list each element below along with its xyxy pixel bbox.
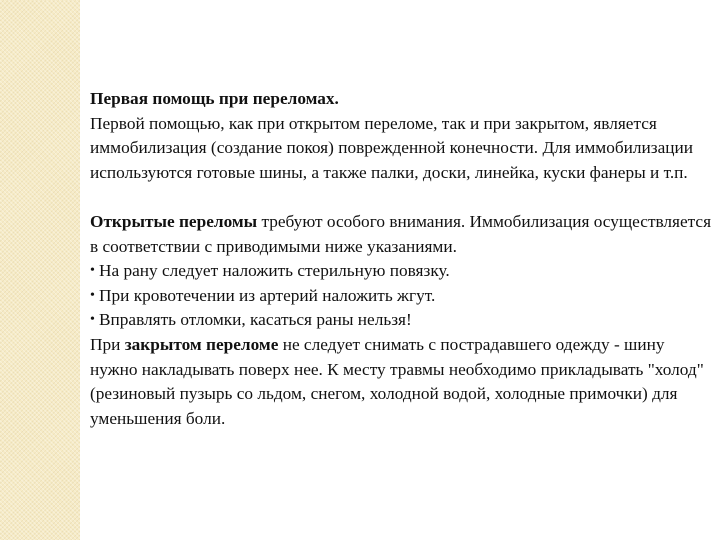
bullet-item	[90, 259, 712, 284]
slide-title: Первая помощь при переломах.	[90, 89, 339, 108]
closed-fracture-text: не следует снимать с пострадавшего одежду - шину нужно накладывать поверх нее. К месту травмы необходимо прикладывать "холод" (резиновый пузырь со льдом, снегом, холодной водой, холодные примочки) для уменьшения боли.	[90, 334, 704, 428]
closed-fracture-prefix: При	[90, 334, 125, 354]
paragraph-spacer	[90, 185, 712, 210]
open-fracture-paragraph	[90, 210, 712, 259]
open-fracture-text: требуют особого внимания. Иммобилизация осуществляется в соответствии с приводимыми ниже указаниями.	[90, 211, 712, 256]
slide-text	[90, 87, 712, 431]
bullet-icon: •	[90, 312, 95, 328]
open-fracture-term: Открытые переломы	[90, 211, 258, 231]
bullet-text: На рану следует наложить стерильную повязку.	[99, 261, 450, 281]
bullet-icon: •	[90, 263, 95, 279]
bullet-text: При кровотечении из артерий наложить жгут.	[99, 285, 436, 305]
bullet-text: Вправлять отломки, касаться раны нельзя!	[99, 310, 412, 330]
intro-paragraph: Первой помощью, как при открытом переломе, так и при закрытом, является иммобилизация (создание покоя) поврежденной конечности. Для иммобилизации используются готовые шины, а также палки, доски, линейка, куски фанеры и т.п.	[90, 113, 694, 182]
closed-fracture-term: закрытом переломе	[124, 334, 279, 354]
bullet-icon: •	[90, 287, 95, 303]
bullet-item	[90, 308, 712, 333]
closed-fracture-paragraph	[90, 333, 712, 431]
decorative-side-band	[0, 0, 80, 540]
bullet-item	[90, 284, 712, 309]
